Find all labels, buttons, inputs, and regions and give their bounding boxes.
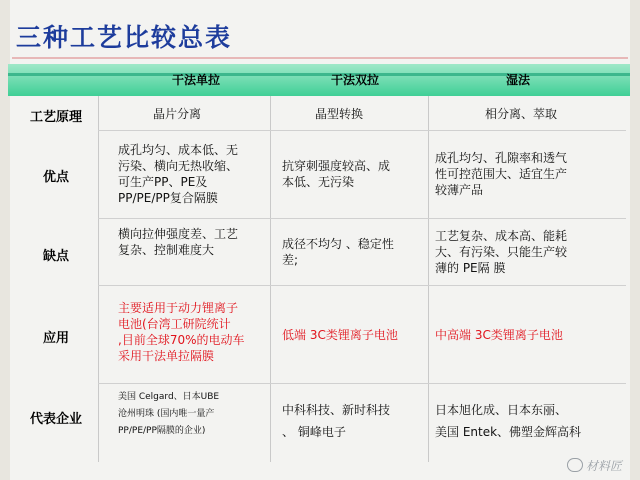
cell-line: 美国 Entek、佛塑金辉高科 bbox=[435, 425, 582, 439]
cell-disadvantages-dry-single bbox=[118, 226, 238, 258]
row-label-advantages: 优点 bbox=[42, 170, 69, 185]
cell-line: 薄的 PE隔 膜 bbox=[435, 261, 506, 275]
title-underline bbox=[12, 57, 628, 59]
cell-line: 成径不均匀 、稳定性 bbox=[282, 237, 394, 251]
cell-line: PP/PE/PP复合隔膜 bbox=[118, 191, 218, 205]
cell-disadvantages-wet bbox=[435, 228, 567, 276]
cell-line: 大、有污染、只能生产较 bbox=[435, 245, 568, 259]
column-divider bbox=[98, 96, 99, 462]
cell-advantages-wet bbox=[435, 150, 567, 198]
row-label-companies: 代表企业 bbox=[29, 412, 82, 427]
cell-line: 电池(台湾工研院统计 bbox=[118, 317, 231, 331]
cell-line: 污染、横向无热收缩、 bbox=[118, 159, 239, 173]
column-header-dry-double: 干法双拉 bbox=[331, 73, 380, 87]
cell-disadvantages-dry-double bbox=[282, 236, 394, 268]
cell-line: 日本旭化成、日本东丽、 bbox=[435, 403, 568, 417]
row-label-principle: 工艺原理 bbox=[29, 110, 82, 125]
column-header-wet: 湿法 bbox=[506, 73, 531, 87]
cell-line: 性可控范围大、适宜生产 bbox=[435, 167, 568, 181]
cell-line: 横向拉伸强度差、工艺 bbox=[118, 227, 239, 241]
cell-principle-wet bbox=[485, 106, 557, 122]
cell-principle-dry-single bbox=[153, 106, 201, 122]
table-header-band bbox=[8, 64, 630, 96]
cell-line: 相分离、萃取 bbox=[485, 107, 558, 121]
cell-advantages-dry-double bbox=[282, 158, 390, 190]
cell-line: 本低、无污染 bbox=[282, 175, 355, 189]
cell-line: 低端 3C类锂离子电池 bbox=[282, 328, 398, 342]
column-header-dry-single: 干法单拉 bbox=[172, 73, 221, 87]
cell-line: 晶型转换 bbox=[315, 107, 364, 121]
cell-companies-wet bbox=[435, 402, 581, 440]
watermark bbox=[567, 457, 622, 474]
header-stripe bbox=[8, 73, 630, 76]
cell-line: 成孔均匀、孔隙率和透气 bbox=[435, 151, 568, 165]
cell-line: 成孔均匀、成本低、无 bbox=[118, 143, 239, 157]
cell-line: PP/PE/PP隔膜的企业) bbox=[118, 426, 206, 436]
row-divider bbox=[98, 218, 626, 219]
column-divider bbox=[270, 96, 271, 462]
cell-line: 抗穿刺强度较高、成 bbox=[282, 159, 391, 173]
cell-line: 、 铜峰电子 bbox=[282, 425, 346, 439]
cell-application-wet bbox=[435, 327, 563, 343]
cell-line: 中科科技、新时科技 bbox=[282, 403, 391, 417]
cell-line: 中高端 3C类锂离子电池 bbox=[435, 328, 563, 342]
cell-advantages-dry-single bbox=[118, 142, 238, 206]
cell-principle-dry-double bbox=[315, 106, 363, 122]
cell-line: 可生产PP、PE及 bbox=[118, 175, 208, 189]
right-border bbox=[630, 0, 640, 480]
cell-line: 美国 Celgard、日本UBE bbox=[118, 392, 220, 402]
cell-line: 主要适用于动力锂离子 bbox=[118, 301, 239, 315]
row-divider bbox=[98, 383, 626, 384]
cell-line: ,目前全球70%的电动车 bbox=[118, 333, 245, 347]
row-divider bbox=[98, 130, 626, 131]
row-label-application: 应用 bbox=[42, 331, 69, 346]
cell-companies-dry-double bbox=[282, 402, 390, 440]
watermark-text: 材料匠 bbox=[585, 459, 622, 473]
cell-application-dry-single bbox=[118, 300, 245, 364]
cell-line: 晶片分离 bbox=[153, 107, 202, 121]
cell-application-dry-double bbox=[282, 327, 398, 343]
cell-line: 复杂、控制难度大 bbox=[118, 243, 215, 257]
wechat-icon bbox=[567, 458, 583, 472]
row-label-disadvantages: 缺点 bbox=[42, 249, 69, 264]
cell-line: 采用干法单拉隔膜 bbox=[118, 349, 215, 363]
cell-line: 工艺复杂、成本高、能耗 bbox=[435, 229, 568, 243]
row-divider bbox=[98, 285, 626, 286]
slide-title: 三种工艺比较总表 bbox=[16, 23, 233, 52]
column-divider bbox=[428, 96, 429, 462]
cell-line: 差; bbox=[282, 253, 299, 267]
cell-line: 较薄产品 bbox=[435, 183, 484, 197]
cell-line: 沧州明珠 (国内唯一量产 bbox=[118, 409, 215, 419]
cell-companies-dry-single bbox=[118, 389, 219, 440]
